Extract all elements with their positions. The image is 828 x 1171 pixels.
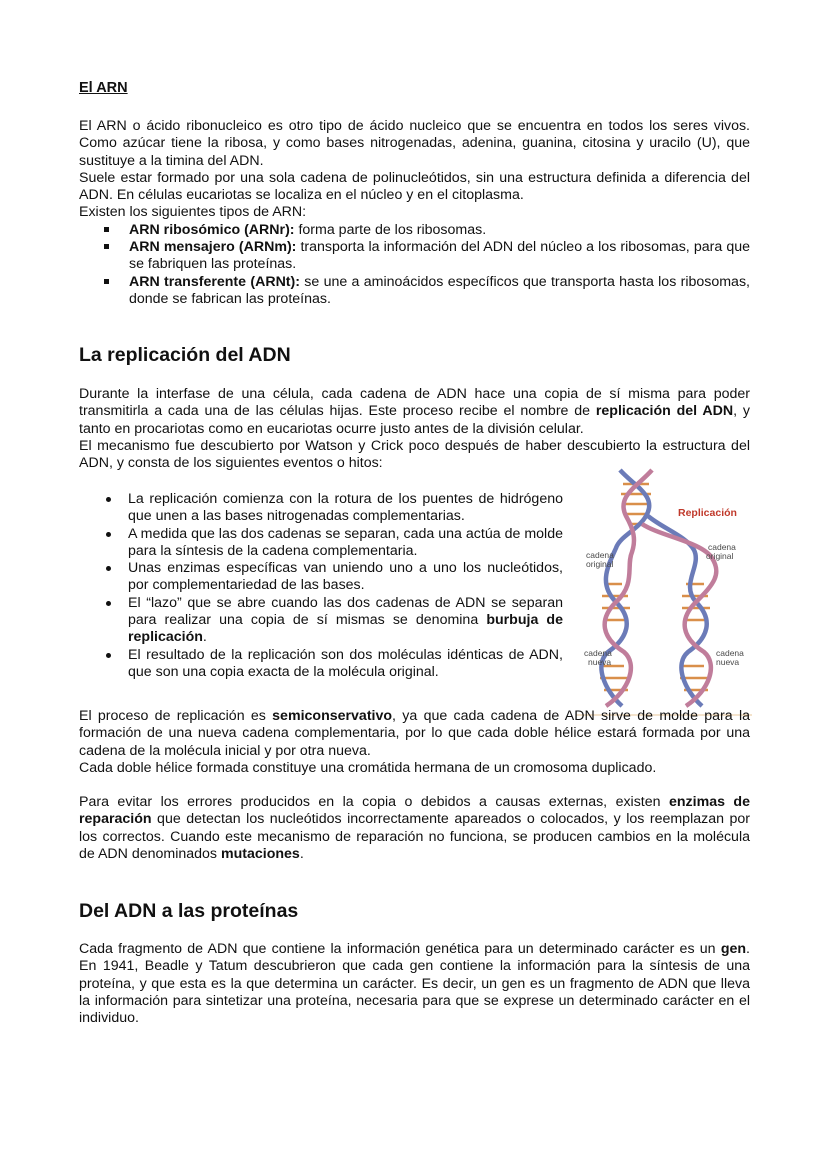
- text-span: Para evitar los errores producidos en la copia o debidos a causas externas, existen: [79, 794, 669, 811]
- text-span: . En 1941, Beadle y Tatum descubrieron que cada gen contiene la información para la síntesis de una proteína, y que esta es la que determina un carácter. Es decir, un gen es un fragmento de ADN que lleva la información para sintetizar una proteína, necesaria para que se exprese un determinado carácter en el individuo.: [79, 941, 750, 1027]
- bold-term: burbuja de replicación: [128, 612, 563, 646]
- dna-replication-figure: [576, 466, 752, 716]
- proteinas-paragraph-1: [79, 941, 750, 1027]
- replicacion-intro: [79, 386, 750, 472]
- list-item: [79, 274, 750, 309]
- replicacion-paragraph-1: [79, 386, 750, 438]
- replicacion-paragraph-5: [79, 794, 750, 863]
- replicacion-paragraph-3: [79, 708, 750, 760]
- bold-term: semiconservativo: [272, 708, 393, 724]
- replicacion-events-list: [79, 491, 563, 681]
- arn-section-body: [79, 118, 750, 308]
- bold-term: gen: [720, 941, 747, 957]
- label-cadena-nueva-right: cadena nueva: [716, 648, 744, 667]
- arn-type-desc: transporta la información del ADN del núcleo a los ribosomas, para que se fabriquen las proteínas.: [129, 239, 750, 273]
- list-item: El resultado de la replicación son dos moléculas idénticas de ADN, que son una copia exacta de la molécula original.: [79, 647, 563, 682]
- list-item: A medida que las dos cadenas se separan, cada una actúa de molde para la síntesis de la cadena complementaria.: [79, 526, 563, 561]
- text-span: que detectan los nucleótidos incorrectamente apareados o colocados, y los reemplazan por los correctos. Cuando este mecanismo de reparación no funciona, se producen cambios en la molécula de ADN denominados: [79, 811, 750, 863]
- section-title-replicacion: La replicación del ADN: [79, 344, 291, 366]
- list-item: La replicación comienza con la rotura de los puentes de hidrógeno que unen a las bases nitrogenadas complementarias.: [79, 491, 563, 526]
- section-title-arn: El ARN: [79, 80, 128, 96]
- bold-term: mutaciones: [220, 846, 300, 863]
- replicacion-conclusion: [79, 708, 750, 863]
- list-item: [79, 239, 750, 274]
- replicacion-paragraph-2: El mecanismo fue descubierto por Watson y Crick poco después de haber descubierto la estructura del ADN, y consta de los siguientes eventos o hitos:: [79, 437, 750, 472]
- arn-type-desc: se une a aminoácidos específicos que transporta hasta los ribosomas, donde se fabrican las proteínas.: [129, 273, 750, 307]
- text-span: El “lazo” que se abre cuando las dos cadenas de ADN se separan para realizar una copia de sí mismas se denomina: [128, 594, 563, 629]
- figure-labels: [584, 542, 744, 667]
- arn-type-desc: forma parte de los ribosomas.: [294, 221, 487, 238]
- text-span: .: [202, 629, 207, 646]
- arn-paragraph-1: El ARN o ácido ribonucleico es otro tipo de ácido nucleico que se encuentra en todos los seres vivos. Como azúcar tiene la ribosa, y como bases nitrogenadas, adenina, guanina, citosina y uracilo (U), que sustituye a la timina del ADN.: [79, 118, 750, 169]
- arn-types-list: [79, 222, 750, 308]
- section-title-proteinas: Del ADN a las proteínas: [79, 900, 299, 922]
- bold-term: enzimas de reparación: [79, 794, 750, 828]
- text-span: , ya que cada cadena de ADN sirve de molde para la formación de una nueva cadena complementaria, por lo que cada doble hélice estará formada por una cadena de la molécula inicial y por otra nueva.: [79, 708, 750, 759]
- label-cadena-nueva-left: cadena nueva: [584, 648, 612, 667]
- arn-type-term: ARN transferente (ARNt):: [129, 273, 300, 290]
- replicacion-events: [79, 491, 563, 681]
- replicacion-paragraph-4: Cada doble hélice formada constituye una cromátida hermana de un cromosoma duplicado.: [79, 759, 657, 776]
- list-item: [79, 222, 750, 239]
- arn-paragraph-3: Existen los siguientes tipos de ARN:: [79, 204, 307, 221]
- text-span: , y tanto en procariotas como en eucariotas ocurre justo antes de la división celular.: [79, 403, 751, 437]
- list-item: Unas enzimas específicas van uniendo uno a uno los nucleótidos, por complementariedad de las bases.: [79, 560, 563, 595]
- arn-type-term: ARN ribosómico (ARNr):: [129, 221, 295, 238]
- label-cadena-original-right: cadena original: [706, 542, 736, 561]
- text-span: Cada fragmento de ADN que contiene la información genética para un determinado carácter es un: [79, 941, 721, 957]
- bold-term: replicación del ADN: [595, 403, 734, 420]
- dna-strand-left-b: [605, 470, 652, 706]
- proteinas-section-body: [79, 941, 750, 1027]
- text-span: .: [299, 846, 304, 863]
- label-cadena-original-left: cadena original: [586, 550, 614, 569]
- text-span: El proceso de replicación es: [79, 708, 273, 724]
- arn-type-term: ARN mensajero (ARNm):: [129, 239, 297, 256]
- list-item: [79, 595, 563, 647]
- text-span: Durante la interfase de una célula, cada cadena de ADN hace una copia de sí misma para poder transmitirla a cada una de las células hijas. Este proceso recibe el nombre de: [79, 386, 750, 420]
- arn-paragraph-2: Suele estar formado por una sola cadena de polinucleótidos, sin una estructura definida a diferencia del ADN. En células eucariotas se localiza en el núcleo y en el citoplasma.: [79, 169, 750, 204]
- label-replicacion: Replicación: [678, 507, 737, 519]
